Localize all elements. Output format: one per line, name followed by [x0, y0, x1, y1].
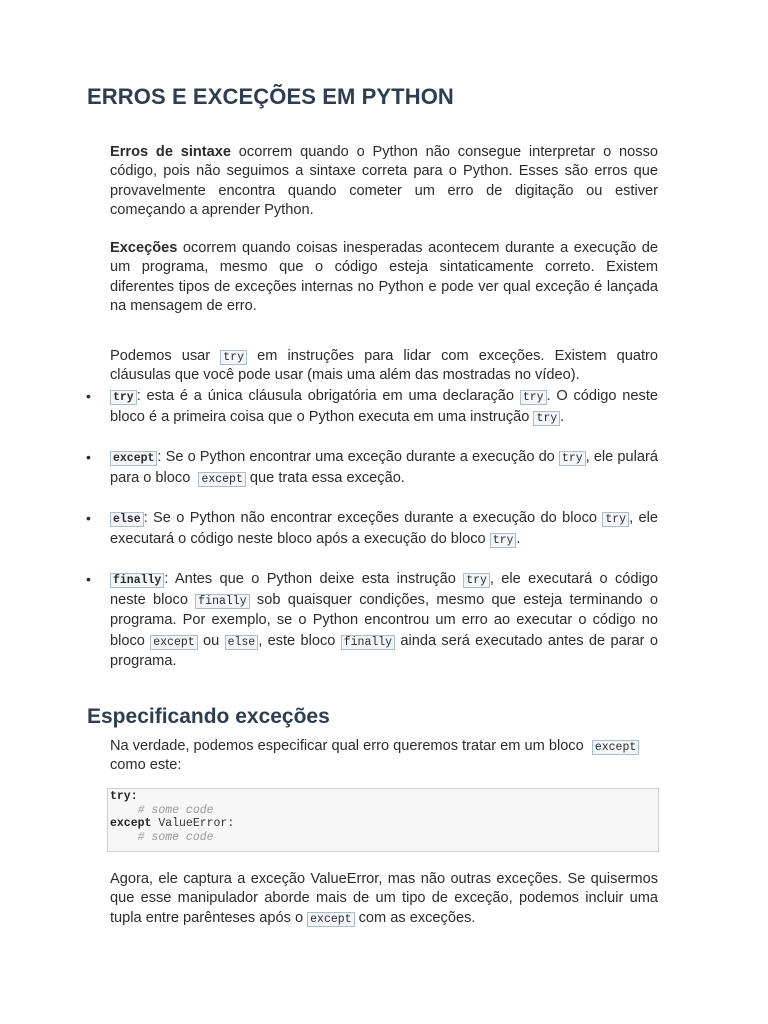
- inline-code-try: try: [559, 451, 586, 466]
- exceptions-text: ocorrem quando coisas inesperadas acontecem durante a execução de um programa, mesmo que o código esteja sintaticamente correto. Existem diferentes tipos de exceções internas no Python e pode ver qual exceção é lançada na mensagem de erro.: [110, 240, 658, 315]
- inline-code-finally: finally: [341, 635, 395, 650]
- bullet-else: [110, 508, 658, 549]
- code-line: [110, 790, 656, 804]
- code-comment: # some code: [137, 803, 214, 817]
- bullet-text: sob quaisquer condições, mesmo que esteja terminando o programa. Por exemplo, se o Python encontrou um erro ao executar o código no bloco: [110, 591, 658, 649]
- bullet-marker: •: [86, 388, 91, 404]
- keyword-finally: finally: [110, 573, 164, 588]
- bullet-text: : esta é a única cláusula obrigatória em uma declaração: [136, 388, 520, 404]
- code-line: [110, 817, 656, 831]
- bullet-text: . O código neste bloco é a primeira coisa que o Python executa em uma instrução: [110, 388, 658, 425]
- bullet-text: : Antes que o Python deixe esta instrução: [164, 571, 464, 587]
- bullet-text: que trata essa exceção.: [245, 469, 405, 486]
- inline-code-except: except: [307, 912, 354, 927]
- code-comment: # some code: [137, 830, 214, 844]
- inline-code-try: try: [533, 411, 560, 426]
- code-line: [110, 804, 656, 818]
- bullet-text: , ele executará o código neste bloco após a execução do bloco: [110, 510, 658, 547]
- bullet-text: , ele pulará para o bloco: [110, 449, 663, 486]
- bullet-try: [110, 386, 658, 427]
- inline-code-except: except: [198, 472, 245, 487]
- keyword-try: try: [110, 390, 137, 405]
- code-block: [107, 788, 659, 852]
- code-line: [110, 831, 656, 845]
- code-keyword-try: try:: [110, 790, 138, 803]
- try-intro-text-a: Podemos usar: [110, 348, 221, 364]
- bullet-except: [110, 447, 663, 488]
- bullet-marker: •: [86, 571, 91, 587]
- bullet-text: ou: [197, 632, 225, 649]
- inline-code-try: try: [602, 512, 629, 527]
- specify-intro-text-b: como este:: [110, 757, 182, 774]
- bullet-text: .: [516, 530, 521, 547]
- try-intro-text-b: em instruções para lidar com exceções. Existem quatro cláusulas que você pode usar (mais uma além das mostradas no vídeo).: [110, 348, 658, 384]
- tuple-paragraph: [110, 870, 658, 928]
- page-title: ERROS E EXCEÇÕES EM PYTHON: [87, 84, 454, 109]
- syntax-errors-text: ocorrem quando o Python não consegue interpretar o nosso código, pois não seguimos a sintaxe correta para o Python. Esses são erros que provavelmente encontra quando cometer um erro de digitação ou estiver começando a aprender Python.: [110, 144, 658, 219]
- tuple-text-b: com as exceções.: [354, 909, 476, 926]
- inline-code-except: except: [150, 635, 197, 650]
- bullet-text: ainda será executado antes de parar o programa.: [110, 632, 658, 669]
- code-keyword-except: except: [110, 817, 152, 831]
- inline-code-try: try: [520, 390, 547, 405]
- syntax-errors-paragraph: [110, 143, 658, 221]
- bullet-text: , ele executará o código neste bloco: [110, 571, 659, 608]
- bullet-marker: •: [86, 449, 91, 465]
- try-intro-paragraph: [110, 347, 658, 386]
- bullet-finally: [110, 569, 658, 672]
- bullet-text: .: [560, 408, 565, 425]
- inline-code-try: try: [490, 533, 517, 548]
- tuple-text-a: Agora, ele captura a exceção ValueError, mas não outras exceções. Se quisermos que esse manipulador aborde mais de um tipo de exceção, podemos incluir uma tupla entre parênteses após o: [110, 871, 658, 926]
- keyword-else: else: [110, 512, 144, 527]
- bullet-text: : Se o Python encontrar uma exceção durante a execução do: [157, 449, 559, 465]
- inline-code-else: else: [225, 635, 259, 650]
- section-heading: Especificando exceções: [87, 705, 330, 728]
- bullet-text: , este bloco: [258, 632, 341, 649]
- syntax-errors-term: Erros de sintaxe: [110, 144, 232, 160]
- inline-code-try: try: [220, 350, 247, 365]
- bullet-marker: •: [86, 510, 91, 526]
- specify-intro-text-a: Na verdade, podemos especificar qual erro queremos tratar em um bloco: [110, 738, 592, 754]
- exceptions-term: Exceções: [110, 240, 178, 256]
- inline-code-finally: finally: [195, 594, 249, 609]
- specify-intro-paragraph: [110, 737, 658, 776]
- bullet-text: : Se o Python não encontrar exceções durante a execução do bloco: [143, 510, 603, 526]
- keyword-except: except: [110, 451, 157, 466]
- inline-code-try: try: [463, 573, 490, 588]
- exceptions-paragraph: [110, 239, 658, 317]
- code-identifier: ValueError:: [151, 817, 235, 831]
- inline-code-except: except: [592, 740, 639, 755]
